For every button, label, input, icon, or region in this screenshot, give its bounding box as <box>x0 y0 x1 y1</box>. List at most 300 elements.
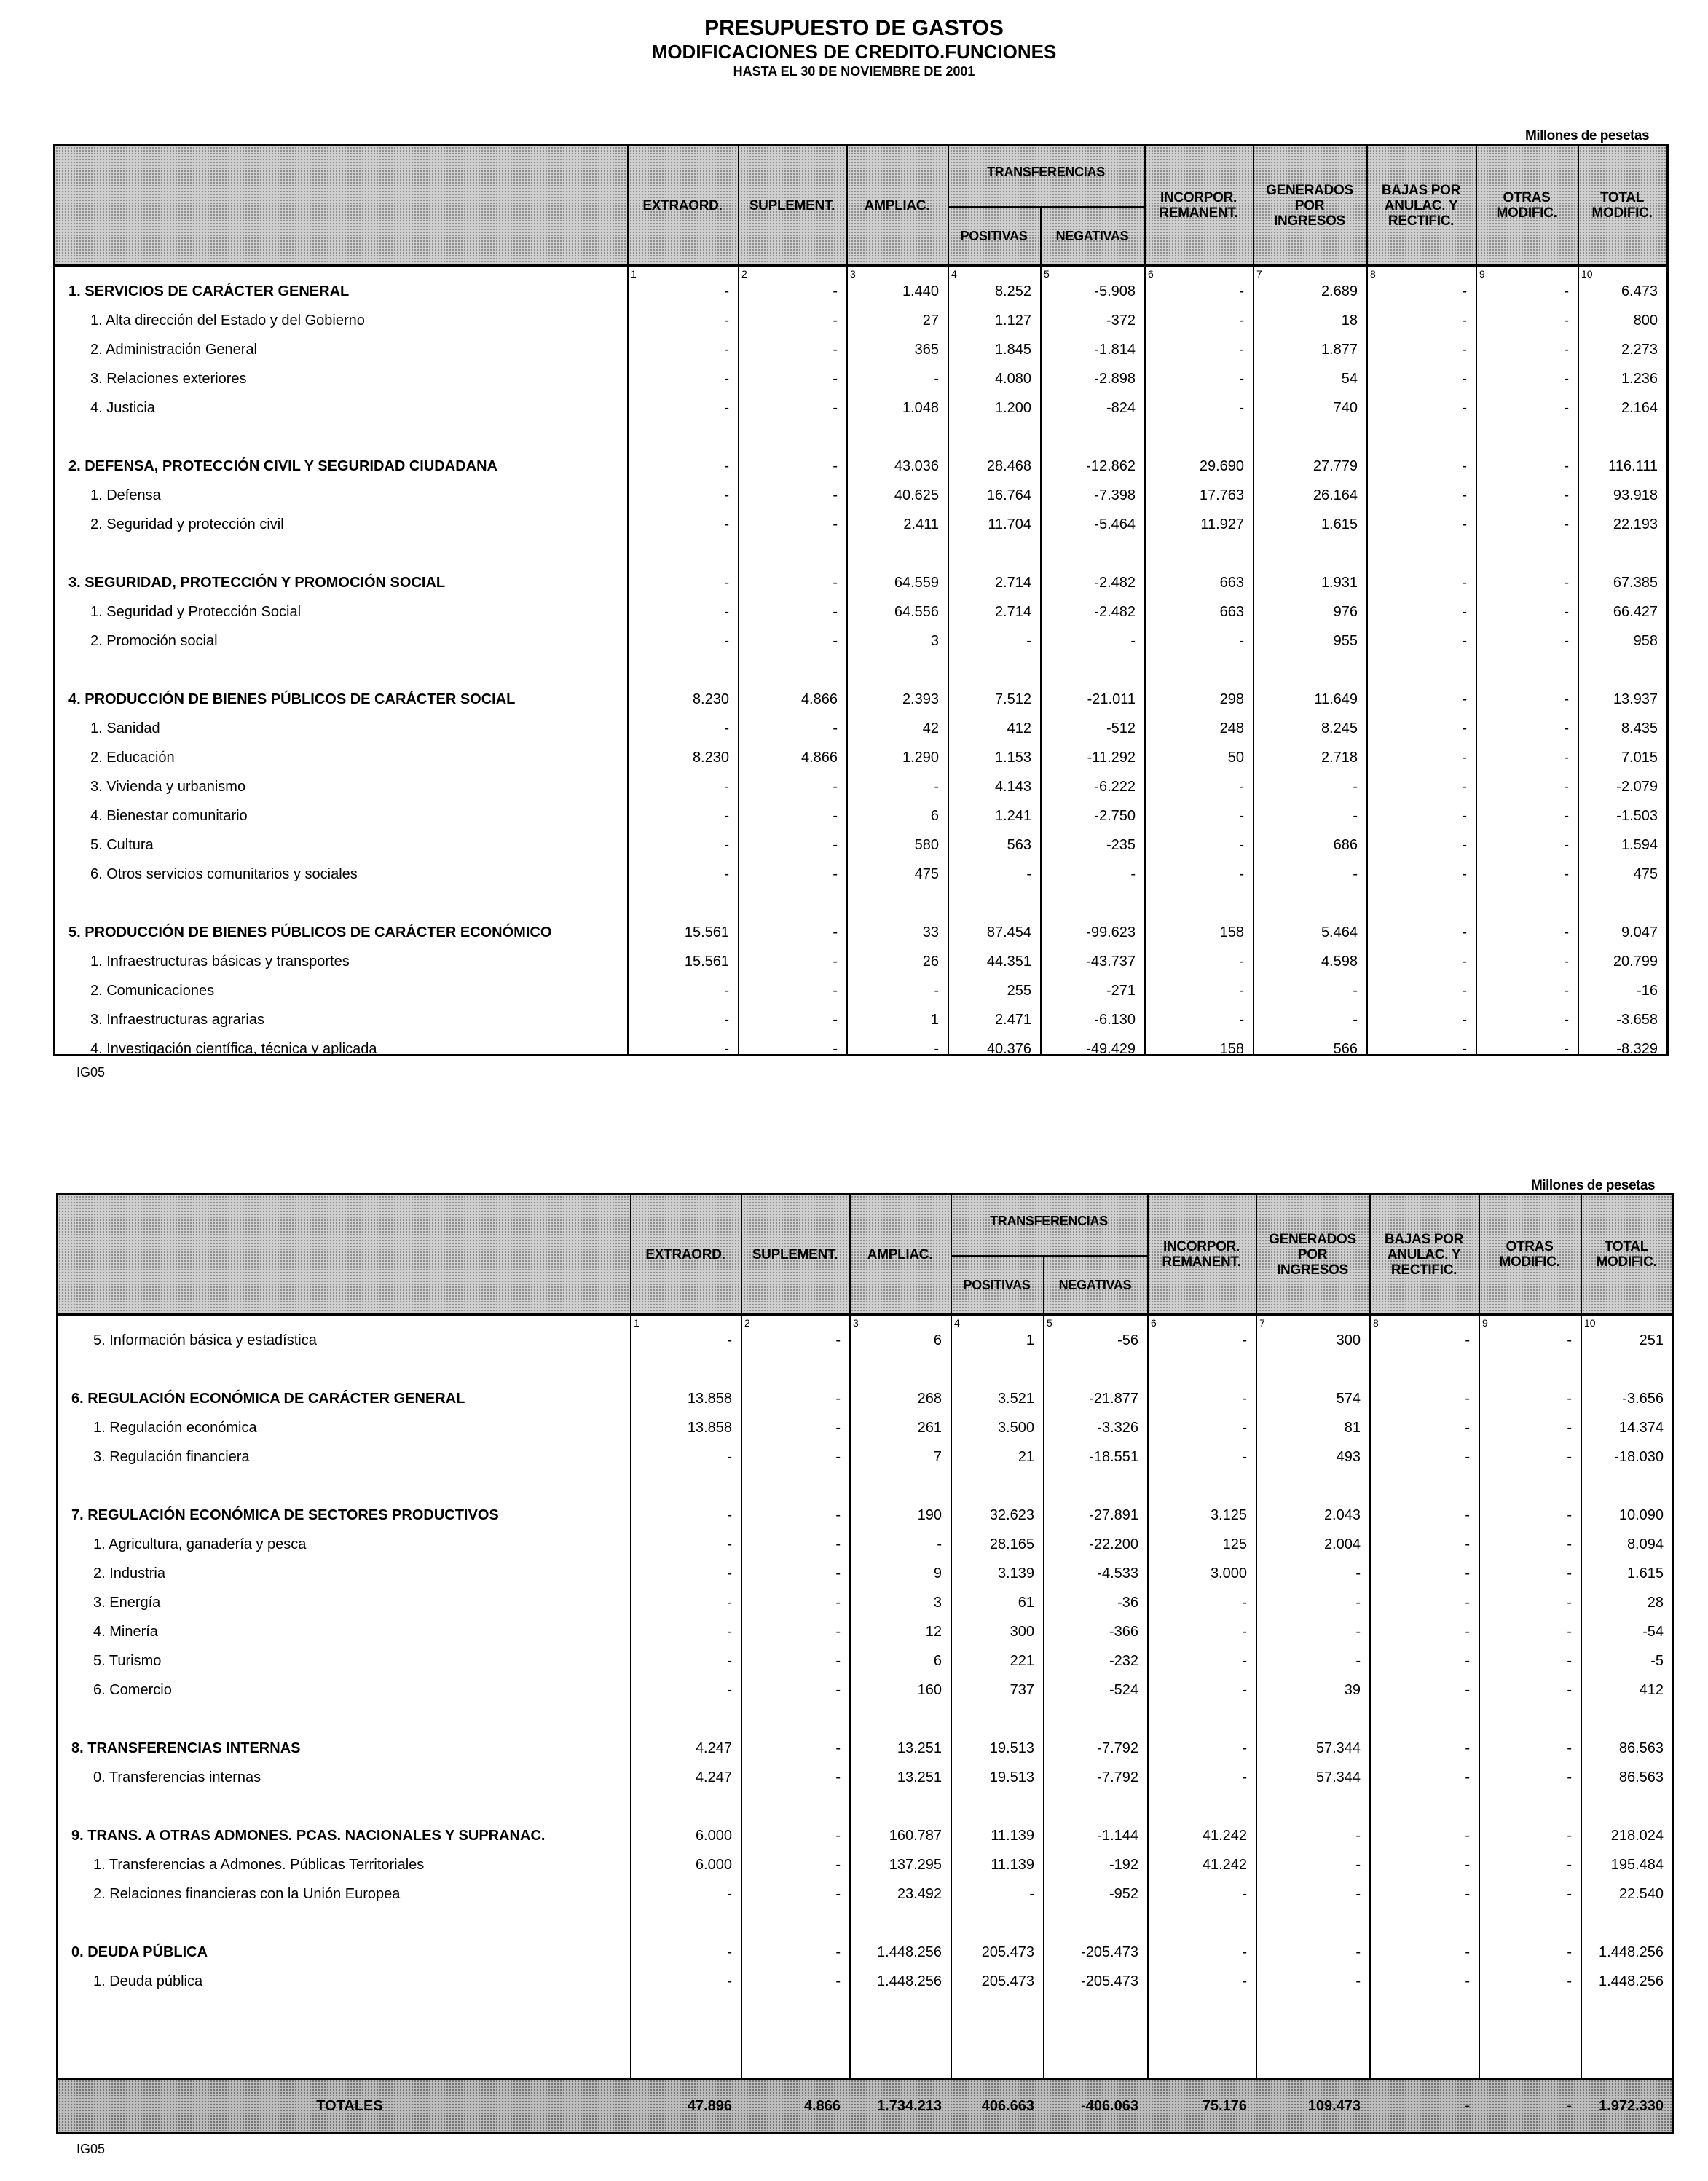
value-cell: 1.290 <box>902 750 939 766</box>
section-label: 2. DEFENSA, PROTECCIÓN CIVIL Y SEGURIDAD CIUDADANA <box>68 458 497 474</box>
value-cell: -2.898 <box>1094 371 1136 387</box>
units-label-2: Millones de pesetas <box>1531 1178 1656 1193</box>
totals-value-cell: 75.176 <box>1202 2098 1247 2114</box>
value-cell: 7 <box>933 1449 942 1465</box>
value-cell: 40.376 <box>986 1041 1031 1057</box>
value-cell: -3.658 <box>1616 1012 1658 1028</box>
totals-value-cell: 1.734.213 <box>877 2098 942 2114</box>
row-label: 2. Administración General <box>90 342 258 358</box>
value-cell: -5.464 <box>1094 516 1136 533</box>
value-cell: - <box>1130 633 1136 649</box>
table-header <box>58 1195 1672 1316</box>
value-cell: 1.448.256 <box>877 1944 942 1960</box>
value-cell: - <box>1567 1769 1572 1785</box>
value-cell: 6.473 <box>1621 283 1658 299</box>
value-cell: 475 <box>914 866 939 882</box>
section-row <box>58 1734 1672 1762</box>
value-cell: -99.623 <box>1086 924 1136 940</box>
totals-value-cell: 4.866 <box>803 2098 841 2114</box>
value-cell: - <box>1567 1740 1572 1756</box>
header-suplement: SUPLEMENT. <box>749 197 835 213</box>
value-cell: 6 <box>930 808 939 824</box>
value-cell: -12.862 <box>1086 458 1136 474</box>
value-cell: - <box>1564 924 1569 940</box>
table-row <box>55 394 1666 422</box>
header-negativas: NEGATIVAS <box>1058 1277 1132 1292</box>
column-number: 1 <box>634 1317 639 1329</box>
value-cell: 13.251 <box>897 1769 942 1785</box>
table-row <box>55 1035 1666 1063</box>
table-row <box>55 598 1666 626</box>
value-cell: - <box>1239 1012 1244 1028</box>
value-cell: 195.484 <box>1610 1857 1664 1873</box>
value-cell: - <box>727 1944 732 1960</box>
row-label: 4. Minería <box>93 1624 158 1640</box>
table-row <box>55 1006 1666 1034</box>
value-cell: - <box>1355 1595 1361 1611</box>
value-cell: 26 <box>922 954 939 970</box>
header-positivas: POSITIVAS <box>963 1277 1031 1292</box>
value-cell: 28 <box>1647 1595 1664 1611</box>
header-generados: GENERADOS POR INGRESOS <box>1266 182 1353 229</box>
value-cell: -27.891 <box>1089 1507 1138 1523</box>
value-cell: - <box>1465 1391 1470 1407</box>
value-cell: - <box>833 808 838 824</box>
value-cell: -6.130 <box>1094 1012 1136 1028</box>
value-cell: 2.689 <box>1321 283 1358 299</box>
value-cell: - <box>1564 400 1569 416</box>
value-cell: - <box>1465 1536 1470 1552</box>
value-cell: 19.513 <box>989 1769 1034 1785</box>
value-cell: - <box>1567 1595 1572 1611</box>
header-positivas: POSITIVAS <box>960 228 1028 243</box>
value-cell: - <box>1462 866 1467 882</box>
row-label: 4. Bienestar comunitario <box>90 808 248 824</box>
value-cell: - <box>1465 1769 1470 1785</box>
value-cell: - <box>1239 983 1244 999</box>
value-cell: - <box>1239 313 1244 329</box>
value-cell: - <box>1239 400 1244 416</box>
value-cell: -21.011 <box>1087 691 1136 707</box>
value-cell: - <box>1242 1944 1247 1960</box>
value-cell: - <box>1465 1857 1470 1873</box>
value-cell: - <box>835 1682 841 1698</box>
value-cell: 21 <box>1018 1449 1034 1465</box>
row-label: 3. Infraestructuras agrarias <box>90 1012 264 1028</box>
value-cell: - <box>1355 1653 1361 1669</box>
value-cell: 955 <box>1333 633 1358 649</box>
column-number: 6 <box>1151 1317 1157 1329</box>
section-label: 6. REGULACIÓN ECONÓMICA DE CARÁCTER GENERAL <box>71 1391 465 1407</box>
value-cell: - <box>1465 1944 1470 1960</box>
column-number: 1 <box>631 268 637 280</box>
value-cell: - <box>1242 1449 1247 1465</box>
value-cell: - <box>833 458 838 474</box>
value-cell: 3.521 <box>997 1391 1034 1407</box>
table-row <box>55 365 1666 393</box>
row-label: 3. Relaciones exteriores <box>90 371 247 387</box>
value-cell: - <box>1462 779 1467 795</box>
value-cell: - <box>1564 808 1569 824</box>
value-cell: 2.164 <box>1621 400 1658 416</box>
value-cell: - <box>1353 808 1358 824</box>
value-cell: - <box>1567 1857 1572 1873</box>
value-cell: 205.473 <box>981 1973 1034 1989</box>
value-cell: 160.787 <box>889 1828 942 1844</box>
value-cell: 663 <box>1219 575 1244 591</box>
value-cell: - <box>1564 866 1569 882</box>
value-cell: - <box>1355 1624 1361 1640</box>
value-cell: 6.000 <box>695 1857 732 1873</box>
value-cell: - <box>1026 633 1031 649</box>
section-label: 7. REGULACIÓN ECONÓMICA DE SECTORES PRODUCTIVOS <box>71 1507 499 1523</box>
value-cell: - <box>1130 866 1136 882</box>
value-cell: 93.918 <box>1613 487 1658 503</box>
value-cell: - <box>1462 808 1467 824</box>
section-row <box>58 1938 1672 1966</box>
header-bajas: BAJAS POR ANULAC. Y RECTIFIC. <box>1381 182 1461 229</box>
value-cell: - <box>835 1507 841 1523</box>
value-cell: - <box>1242 1595 1247 1611</box>
value-cell: - <box>1564 516 1569 533</box>
value-cell: 6 <box>933 1332 942 1348</box>
value-cell: - <box>1355 1565 1361 1581</box>
value-cell: 22.193 <box>1613 516 1658 533</box>
value-cell: 958 <box>1633 633 1658 649</box>
header-suplement: SUPLEMENT. <box>752 1246 838 1262</box>
value-cell: - <box>1567 1944 1572 1960</box>
value-cell: - <box>1462 1041 1467 1057</box>
value-cell: - <box>1462 313 1467 329</box>
value-cell: 686 <box>1333 837 1358 853</box>
value-cell: 86.563 <box>1618 1740 1664 1756</box>
value-cell: - <box>1465 1332 1470 1348</box>
value-cell: - <box>1242 1391 1247 1407</box>
value-cell: - <box>1462 604 1467 620</box>
value-cell: - <box>724 458 729 474</box>
value-cell: 255 <box>1007 983 1031 999</box>
value-cell: 1.241 <box>994 808 1031 824</box>
value-cell: - <box>727 1332 732 1348</box>
value-cell: 64.556 <box>894 604 939 620</box>
section-row <box>58 1501 1672 1529</box>
value-cell: 2.004 <box>1323 1536 1361 1552</box>
row-label: 2. Comunicaciones <box>90 983 215 999</box>
table-row <box>55 773 1666 801</box>
value-cell: 20.799 <box>1613 954 1658 970</box>
value-cell: 6.000 <box>695 1828 732 1844</box>
value-cell: - <box>1239 371 1244 387</box>
value-cell: - <box>1465 1449 1470 1465</box>
value-cell: -372 <box>1106 313 1136 329</box>
table-row <box>58 1676 1672 1704</box>
value-cell: - <box>1564 779 1569 795</box>
value-cell: 475 <box>1633 866 1658 882</box>
value-cell: - <box>937 1536 942 1552</box>
value-cell: - <box>835 1332 841 1348</box>
value-cell: 44.351 <box>986 954 1031 970</box>
value-cell: - <box>1564 458 1569 474</box>
value-cell: - <box>835 1595 841 1611</box>
value-cell: 27 <box>922 313 939 329</box>
budget-table-1 <box>53 144 1669 1056</box>
value-cell: - <box>833 516 838 533</box>
value-cell: 7.015 <box>1621 750 1658 766</box>
value-cell: 4.866 <box>800 691 838 707</box>
value-cell: - <box>835 1449 841 1465</box>
value-cell: - <box>1567 1507 1572 1523</box>
value-cell: - <box>1239 283 1244 299</box>
value-cell: -8.329 <box>1616 1041 1658 1057</box>
value-cell: -3.326 <box>1097 1420 1138 1436</box>
value-cell: - <box>727 1886 732 1902</box>
row-label: 3. Regulación financiera <box>93 1449 250 1465</box>
value-cell: 300 <box>1010 1624 1034 1640</box>
value-cell: 160 <box>917 1682 942 1698</box>
header-ampliac: AMPLIAC. <box>867 1246 933 1262</box>
header-extraord: EXTRAORD. <box>645 1246 725 1262</box>
value-cell: 13.858 <box>687 1391 732 1407</box>
column-number: 2 <box>741 268 747 280</box>
value-cell: - <box>1465 1420 1470 1436</box>
value-cell: - <box>1242 1624 1247 1640</box>
value-cell: 190 <box>917 1507 942 1523</box>
column-number: 10 <box>1581 268 1593 280</box>
value-cell: - <box>833 1041 838 1057</box>
value-cell: 365 <box>914 342 939 358</box>
value-cell: - <box>835 1828 841 1844</box>
value-cell: - <box>1462 954 1467 970</box>
value-cell: -205.473 <box>1081 1973 1138 1989</box>
table-row <box>58 1618 1672 1646</box>
value-cell: 566 <box>1333 1041 1358 1057</box>
value-cell: 11.139 <box>991 1828 1034 1844</box>
value-cell: - <box>1242 1973 1247 1989</box>
value-cell: - <box>833 779 838 795</box>
section-label: 0. DEUDA PÚBLICA <box>71 1944 208 1960</box>
value-cell: 2.714 <box>994 604 1031 620</box>
value-cell: 32.623 <box>989 1507 1034 1523</box>
units-label-1: Millones de pesetas <box>1525 128 1650 144</box>
table-row <box>58 1589 1672 1616</box>
value-cell: 64.559 <box>894 575 939 591</box>
section-label: 8. TRANSFERENCIAS INTERNAS <box>71 1740 301 1756</box>
value-cell: - <box>833 283 838 299</box>
value-cell: - <box>724 837 729 853</box>
value-cell: - <box>724 516 729 533</box>
value-cell: - <box>1567 1391 1572 1407</box>
footer-code-1: IG05 <box>76 1065 106 1080</box>
value-cell: -952 <box>1109 1886 1138 1902</box>
value-cell: -271 <box>1106 983 1136 999</box>
row-label: 1. Defensa <box>90 487 161 503</box>
value-cell: - <box>1462 720 1467 736</box>
value-cell: - <box>1462 575 1467 591</box>
value-cell: - <box>835 1536 841 1552</box>
value-cell: 574 <box>1336 1391 1361 1407</box>
value-cell: -1.144 <box>1097 1828 1138 1844</box>
totals-value-cell: 1.972.330 <box>1599 2098 1664 2114</box>
value-cell: 41.242 <box>1202 1857 1247 1873</box>
value-cell: - <box>727 1565 732 1581</box>
value-cell: - <box>833 313 838 329</box>
value-cell: - <box>1567 1653 1572 1669</box>
value-cell: -512 <box>1106 720 1136 736</box>
section-label: 5. PRODUCCIÓN DE BIENES PÚBLICOS DE CARÁCTER ECONÓMICO <box>68 924 552 940</box>
value-cell: - <box>833 837 838 853</box>
value-cell: - <box>833 720 838 736</box>
row-label: 3. Energía <box>93 1595 161 1611</box>
section-row <box>58 1822 1672 1850</box>
value-cell: - <box>1567 1886 1572 1902</box>
value-cell: - <box>1465 1595 1470 1611</box>
value-cell: 412 <box>1007 720 1031 736</box>
row-label: 1. Seguridad y Protección Social <box>90 604 302 620</box>
document-title <box>0 16 1708 80</box>
column-number: 2 <box>744 1317 750 1329</box>
value-cell: -2.482 <box>1094 575 1136 591</box>
value-cell: 50 <box>1227 750 1244 766</box>
value-cell: - <box>1465 1624 1470 1640</box>
totals-value-cell: - <box>1567 2098 1572 2114</box>
value-cell: 1.615 <box>1626 1565 1664 1581</box>
value-cell: -7.398 <box>1094 487 1136 503</box>
value-cell: - <box>1462 458 1467 474</box>
value-cell: - <box>835 1565 841 1581</box>
header-transferencias: TRANSFERENCIAS <box>987 164 1105 179</box>
value-cell: -5 <box>1650 1653 1664 1669</box>
value-cell: - <box>833 487 838 503</box>
row-label: 2. Relaciones financieras con la Unión Europea <box>93 1886 401 1902</box>
value-cell: - <box>1462 371 1467 387</box>
value-cell: 1.440 <box>902 283 939 299</box>
value-cell: - <box>1567 1973 1572 1989</box>
value-cell: 8.230 <box>692 750 729 766</box>
value-cell: - <box>833 633 838 649</box>
value-cell: - <box>724 1012 729 1028</box>
value-cell: - <box>1242 1420 1247 1436</box>
value-cell: - <box>1564 633 1569 649</box>
value-cell: 5.464 <box>1321 924 1358 940</box>
table-row <box>58 1851 1672 1879</box>
value-cell: -1.814 <box>1094 342 1136 358</box>
value-cell: 9 <box>933 1565 942 1581</box>
value-cell: 3.125 <box>1210 1507 1247 1523</box>
value-cell: 18 <box>1341 313 1358 329</box>
value-cell: 26.164 <box>1313 487 1358 503</box>
value-cell: 3.000 <box>1210 1565 1247 1581</box>
value-cell: 493 <box>1336 1449 1361 1465</box>
header-ampliac: AMPLIAC. <box>864 197 930 213</box>
value-cell: 2.273 <box>1621 342 1658 358</box>
value-cell: 800 <box>1633 313 1658 329</box>
value-cell: 81 <box>1344 1420 1361 1436</box>
column-number: 9 <box>1479 268 1485 280</box>
row-label: 6. Comercio <box>93 1682 172 1698</box>
table-row <box>58 1530 1672 1558</box>
value-cell: - <box>1239 342 1244 358</box>
value-cell: 663 <box>1219 604 1244 620</box>
value-cell: - <box>835 1653 841 1669</box>
value-cell: - <box>1465 1565 1470 1581</box>
value-cell: - <box>1462 924 1467 940</box>
value-cell: 8.230 <box>692 691 729 707</box>
column-number: 10 <box>1584 1317 1596 1329</box>
totals-value-cell: - <box>1465 2098 1470 2114</box>
value-cell: -7.792 <box>1097 1769 1138 1785</box>
table-row <box>58 1880 1672 1908</box>
value-cell: 137.295 <box>889 1857 942 1873</box>
value-cell: 66.427 <box>1613 604 1658 620</box>
value-cell: -56 <box>1117 1332 1138 1348</box>
row-label: 4. Justicia <box>90 400 155 416</box>
row-label: 2. Promoción social <box>90 633 218 649</box>
totals-value-cell: -406.063 <box>1081 2098 1138 2114</box>
value-cell: - <box>724 400 729 416</box>
section-label: 1. SERVICIOS DE CARÁCTER GENERAL <box>68 283 350 299</box>
value-cell: - <box>835 1973 841 1989</box>
value-cell: 14.374 <box>1618 1420 1664 1436</box>
table-row <box>58 1764 1672 1791</box>
column-number: 9 <box>1482 1317 1488 1329</box>
column-number: 7 <box>1259 1317 1265 1329</box>
value-cell: - <box>724 633 729 649</box>
value-cell: - <box>724 575 729 591</box>
value-cell: 2.393 <box>902 691 939 707</box>
value-cell: 261 <box>917 1420 942 1436</box>
value-cell: 580 <box>914 837 939 853</box>
value-cell: - <box>1462 633 1467 649</box>
row-label: 4. Investigación científica, técnica y aplicada <box>90 1041 377 1057</box>
value-cell: 3 <box>933 1595 942 1611</box>
value-cell: - <box>724 313 729 329</box>
value-cell: - <box>1242 1886 1247 1902</box>
value-cell: - <box>724 779 729 795</box>
value-cell: - <box>724 371 729 387</box>
value-cell: 8.435 <box>1621 720 1658 736</box>
table-row <box>58 1327 1672 1354</box>
value-cell: - <box>1026 866 1031 882</box>
value-cell: - <box>934 983 939 999</box>
value-cell: - <box>1353 866 1358 882</box>
header-incorpor: INCORPOR. REMANENT. <box>1162 1239 1241 1270</box>
value-cell: 17.763 <box>1199 487 1244 503</box>
value-cell: 28.165 <box>989 1536 1034 1552</box>
row-label: 2. Educación <box>90 750 175 766</box>
title-line-3: HASTA EL 30 DE NOVIEMBRE DE 2001 <box>733 64 975 79</box>
table-row <box>55 511 1666 538</box>
value-cell: 218.024 <box>1610 1828 1664 1844</box>
value-cell: - <box>1355 1857 1361 1873</box>
column-number: 5 <box>1047 1317 1052 1329</box>
value-cell: - <box>835 1886 841 1902</box>
column-number: 6 <box>1148 268 1154 280</box>
value-cell: 412 <box>1639 1682 1664 1698</box>
table-row <box>58 1968 1672 1995</box>
table-row <box>55 948 1666 975</box>
section-row <box>55 569 1666 597</box>
value-cell: - <box>1564 837 1569 853</box>
value-cell: - <box>727 1507 732 1523</box>
value-cell: - <box>727 1536 732 1552</box>
value-cell: -18.030 <box>1614 1449 1664 1465</box>
header-generados: GENERADOS POR INGRESOS <box>1269 1231 1356 1278</box>
value-cell: -16 <box>1637 983 1658 999</box>
value-cell: - <box>833 866 838 882</box>
value-cell: - <box>835 1769 841 1785</box>
value-cell: 205.473 <box>981 1944 1034 1960</box>
value-cell: - <box>1353 1012 1358 1028</box>
